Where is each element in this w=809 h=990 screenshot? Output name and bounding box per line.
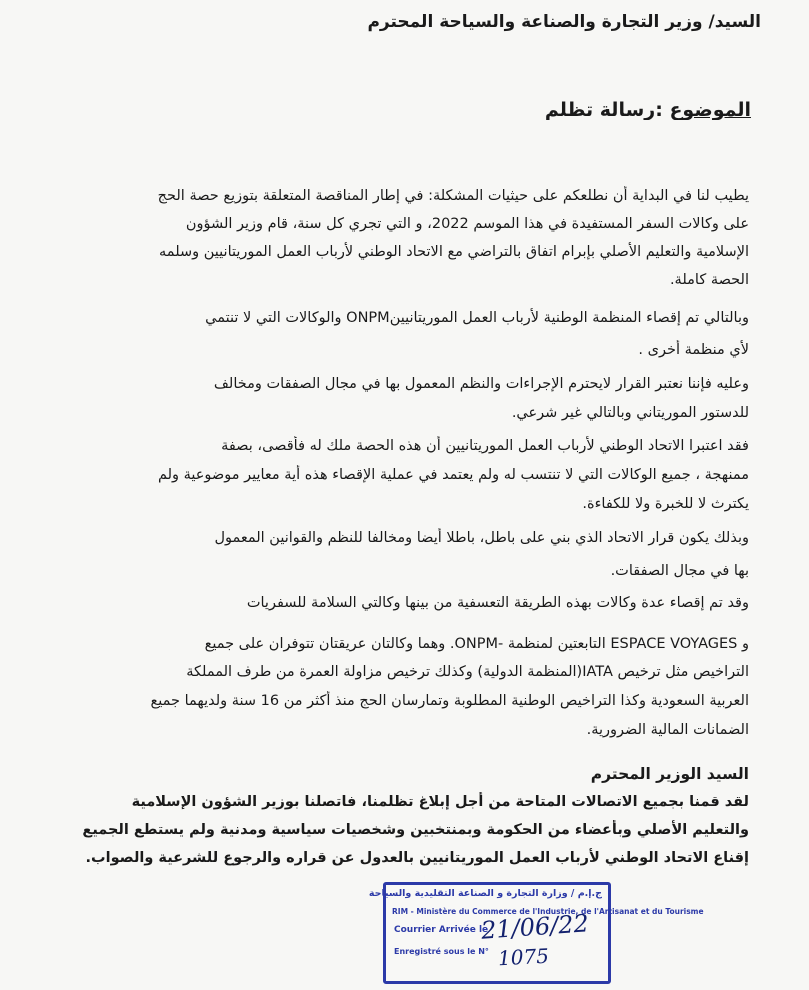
paragraph-line: للدستور الموريتاني وبالتالي غير شرعي. — [511, 405, 749, 421]
handwritten-arrival-date: 21/06/22 — [480, 909, 590, 945]
paragraph-line: والتعليم الأصلي وبأعضاء من الحكومة وبمنتخبين وشخصيات سياسية ومدنية ولم يستطع الجميع — [82, 822, 749, 838]
paragraph-line: يطيب لنا في البداية أن نطلعكم على حيثيات المشكلة: في إطار المناقصة المتعلقة بتوزيع حصة الحج — [157, 188, 749, 204]
subject-label: الموضوع — [669, 100, 751, 120]
paragraph-line: لقد قمنا بجميع الاتصالات المتاحة من أجل إبلاغ تظلمنا، فاتصلنا بوزير الشؤون الإسلامية — [131, 794, 749, 810]
paragraph-line: يكترث لا للخبرة ولا للكفاءة. — [582, 496, 749, 512]
greeting-line: السيد الوزير المحترم — [590, 765, 749, 783]
reception-stamp — [368, 882, 704, 984]
addressee-line: السيد/ وزير التجارة والصناعة والسياحة المحترم — [367, 12, 761, 32]
subject-text: :رسالة تظلم — [544, 100, 663, 120]
stamp-registration-label: Enregistré sous le N° — [394, 947, 489, 956]
paragraph-line: وعليه فإننا نعتبر القرار لايحترم الإجراءات والنظم المعمول بها في مجال الصفقات ومخالف — [213, 376, 749, 392]
stamp-french-header: RIM - Ministère du Commerce de l'Industrie, de l'Artisanat et du Tourisme — [392, 907, 704, 916]
stamp-courrier-label: Courrier Arrivée le — [394, 925, 489, 935]
subject-line — [40, 100, 751, 120]
paragraph-line: إقناع الاتحاد الوطني لأرباب العمل الموريتانيين بالعدول عن قراره والرجوع للشرعية والصواب. — [85, 850, 749, 866]
paragraph-line: الإسلامية والتعليم الأصلي بإبرام اتفاق بالتراضي مع الاتحاد الوطني لأرباب العمل الموريتانيين وسلمه — [159, 244, 749, 260]
paragraph-line: ممنهجة ، جميع الوكالات التي لا تنتسب له ولم يعتمد في عملية الإقصاء هذه أية معايير موضوعية ولم — [157, 467, 749, 483]
paragraph-line: وبذلك يكون قرار الاتحاد الذي بني على باطل، باطلا أيضا ومخالفا للنظم والقوانين المعمول — [214, 530, 749, 546]
paragraph-line: لأي منظمة أخرى . — [638, 342, 749, 358]
paragraph-line: وبالتالي تم إقصاء المنظمة الوطنية لأرباب العمل الموريتانيينONPM والوكالات التي لا تنتمي — [205, 310, 749, 326]
paragraph-line: و ESPACE VOYAGES التابعتين لمنظمة -ONPM. وهما وكالتان عريقتان تتوفران على جميع — [204, 636, 749, 652]
paragraph-line: فقد اعتبرا الاتحاد الوطني لأرباب العمل الموريتانيين أن هذه الحصة ملك له فأقصى، بصفة — [221, 438, 749, 454]
paragraph-line: على وكالات السفر المستفيدة في هذا الموسم 2022، و التي تجري كل سنة، قام وزير الشؤون — [185, 216, 749, 232]
paragraph-line: الحصة كاملة. — [669, 272, 749, 288]
paragraph-line: وقد تم إقصاء عدة وكالات بهذه الطريقة التعسفية من بينها وكالتي السلامة للسفريات — [246, 595, 749, 611]
paragraph-line: بها في مجال الصفقات. — [610, 563, 749, 579]
handwritten-registration-number: 1075 — [497, 943, 550, 971]
stamp-arabic-header: ج.إ.م / وزارة التجارة و الصناعة التقليدية والسياحة — [368, 888, 602, 899]
paragraph-line: التراخيص مثل ترخيص IATA(المنظمة الدولية) وكذلك ترخيص مزاولة العمرة من طرف المملكة — [186, 664, 749, 680]
paragraph-line: العربية السعودية وكذا التراخيص الوطنية المطلوبة وتمارسان الحج منذ أكثر من 16 سنة ولديهما جميع — [150, 693, 749, 709]
paragraph-line: الضمانات المالية الضرورية. — [586, 722, 749, 738]
